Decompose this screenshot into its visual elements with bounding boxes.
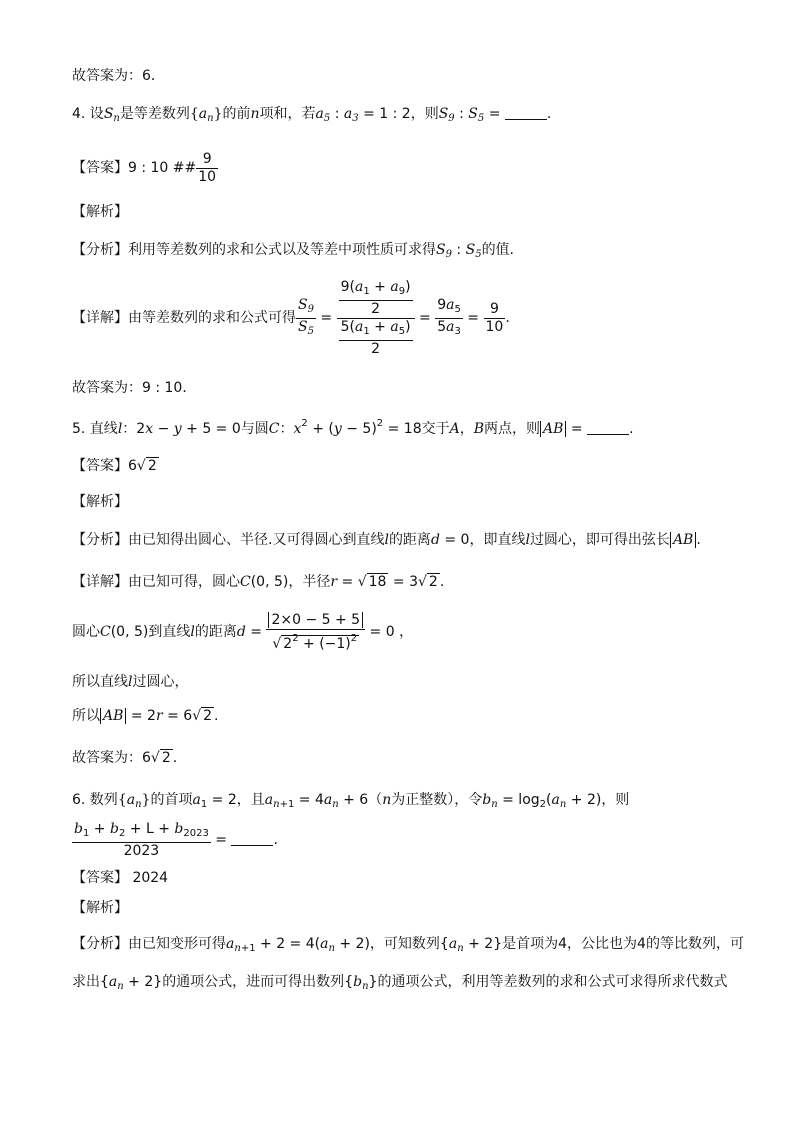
question-4: 4. 设$S_n$是等差数列$\{a_n\}$的前n项和，若$a_5$ : $a_3 = 1$ : 2，则$S_9$ : $S_5$ = . — [72, 106, 552, 124]
answer-5: 【答案】6√ 2 — [72, 458, 157, 474]
question-6-expression: $\frac{b_1 + b_2 + L + b_{2023}}{2023}$ = . — [74, 820, 278, 859]
analysis-heading: 【解析】 — [72, 494, 128, 510]
question-5: 5. 直线l：2x − y + 5 = 0与圆C：$x^2 + (y - 5)^2 = 18$交于A，B两点，则 AB = . — [72, 418, 634, 437]
answer-4: 【答案】9 : 10 ## $\frac{9}{10}$ — [72, 150, 217, 185]
distance-line: 圆心C(0, 5)到直线l的距离d = $\frac{2\times 0 - 5 + 5}{√ 2^2 + (-1)^2}$ = 0 ， — [72, 611, 414, 652]
text-line: 故答案为：9 : 10． — [72, 380, 197, 396]
text-line: 所以 AB = 2r = 6√ 2 . — [72, 708, 219, 724]
answer-blank[interactable] — [231, 831, 273, 846]
detail-line: 【详解】由已知可得，圆心C(0, 5)，半径r = √ 18 = 3√ 2 . — [72, 574, 445, 590]
text-line: 所以直线l过圆心， — [72, 674, 189, 690]
text-line: 故答案为：6． — [72, 68, 165, 84]
text-line: 故答案为：6√ 2 . — [72, 750, 178, 766]
answer-blank[interactable] — [587, 420, 629, 435]
answer-6: 【答案】 2024 — [72, 870, 169, 886]
detail-line: 【详解】由等差数列的求和公式可得 $\frac{S_9}{S_5}$ = $\frac{\frac{9(a_1 + a_9)}{2}}{\frac{5(a_1 + a_5)}{2}}$ = $\frac{9a_5}{5a_3}$ = $\frac{9}{10}$ . — [72, 278, 510, 357]
analysis-line: 【分析】由已知得出圆心、半径.又可得圆心到直线l的距离d = 0，即直线l过圆心，即可得出弦长 AB . — [72, 532, 701, 548]
analysis-heading: 【解析】 — [72, 900, 128, 916]
analysis-heading: 【解析】 — [72, 204, 128, 220]
analysis-line: 【分析】由已知变形可得$a_{n+1} + 2 = 4(a_n + 2)$，可知数列$\{a_n + 2\}$是首项为4，公比也为4的等比数列，可 — [72, 936, 744, 954]
answer-blank[interactable] — [505, 105, 547, 120]
analysis-line: 求出$\{a_n + 2\}$的通项公式，进而可得出数列$\{b_n\}$的通项公式，利用等差数列的求和公式可求得所求代数式 — [72, 974, 728, 992]
question-6: 6. 数列$\{a_n\}$的首项$a_1 = 2$，且$a_{n+1} = 4a_n + 6(n$为正整数），令$b_n = \log_2(a_n + 2)$，则 — [72, 792, 630, 810]
analysis-line: 【分析】利用等差数列的求和公式以及等差中项性质可求得$S_9$ : $S_5$的值. — [72, 242, 515, 260]
